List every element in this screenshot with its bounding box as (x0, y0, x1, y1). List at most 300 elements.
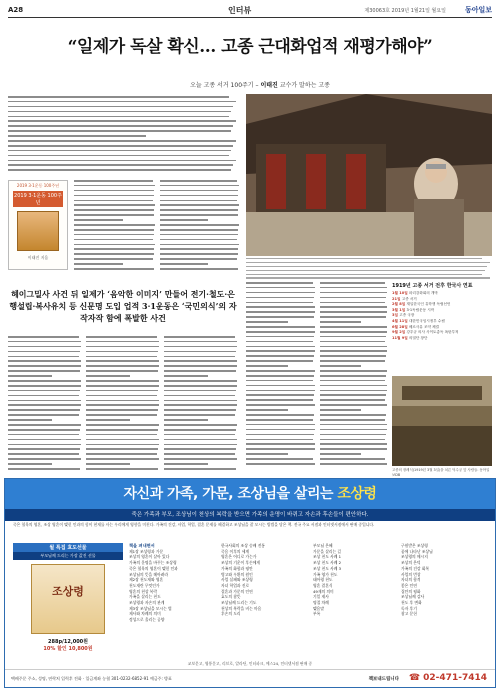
text-line (246, 463, 315, 465)
timeline-sidebar (392, 282, 492, 341)
ad-contents-list-2 (221, 543, 309, 617)
ad-contents-item: 후손의 도리 (221, 611, 241, 617)
ad-headline-main: 자신과 가족, 가문, 조상님을 살리는 (123, 486, 338, 502)
timeline-event: 강우규 의사 사이토총독 폭탄투척 (406, 330, 459, 335)
article-subhead: 헤이그밀사 사건 뒤 일제가 ‘음악한 이미지’ 만들어 전기·철도·은행설립·복사유치 등 신문명 도입 업적 3·1운동은 ‘국민의식’의 자작자작 함에 폭발한 사건 (9, 289, 237, 323)
ad-book-cover (31, 564, 105, 634)
ad-body: 죽은 혈육의 영혼, 조상 영혼이 맺힌 인과의 힘이 현재를 사는 우리에게 영향을 미친다. 가족의 건강, 사업, 학업, 결혼 문제를 해결하고 조상님을 잘 모시는 방법을 담은 책. 전국 주요 서점과 인터넷서점에서 판매 중입니다. (13, 522, 375, 527)
byline-suffix: 교수가 말하는 고종 (279, 82, 330, 89)
text-line (8, 424, 81, 426)
ad-contents-item: 49재의 의미 (313, 588, 334, 594)
text-line (320, 336, 386, 338)
text-line (160, 239, 237, 241)
text-line (164, 458, 237, 460)
text-line (320, 424, 387, 426)
ad-headline (5, 479, 495, 509)
text-line (86, 336, 157, 338)
text-line (246, 266, 487, 267)
text-line (74, 185, 155, 187)
timeline-event: 재일한국인 유학생 독립선언 (406, 302, 451, 307)
text-line (320, 292, 387, 294)
text-line (8, 160, 236, 162)
text-line (8, 150, 231, 152)
text-line (86, 395, 157, 397)
text-line (246, 277, 490, 278)
article-column-3 (8, 336, 82, 473)
byline-name: 이태진 (260, 82, 278, 89)
ad-contents-items-1 (129, 549, 217, 623)
text-line (160, 268, 238, 270)
ad-contents-item: 결혼과 가문의 인연 (221, 588, 253, 594)
text-line (320, 375, 386, 377)
ad-contents-item: 제사와 차례의 의미 (129, 611, 161, 617)
timeline-event: 파리강화회의 개막 (408, 291, 438, 295)
ad-contents-item: 죽은 혈육의 영혼이 맺힌 인과 (129, 565, 178, 571)
text-line (246, 297, 314, 299)
text-line (86, 351, 158, 353)
text-line (164, 375, 208, 377)
timeline-event: 대한민국임시정부 수립 (408, 318, 445, 323)
text-line (320, 380, 385, 382)
book-caption: 이태진 지음 (27, 255, 49, 260)
text-line (246, 270, 485, 271)
text-line (246, 282, 313, 284)
text-line (246, 439, 313, 441)
ad-contents-item: 가족의 건강 회복 (401, 565, 430, 571)
text-line (74, 244, 155, 246)
text-line (86, 346, 159, 348)
text-line (246, 316, 314, 318)
text-line (8, 111, 231, 113)
text-line (246, 429, 315, 431)
text-line (164, 370, 236, 372)
text-line (164, 390, 236, 392)
text-line (74, 253, 154, 255)
text-line (164, 409, 236, 411)
text-line (246, 360, 313, 362)
text-line (320, 399, 385, 401)
text-line (8, 404, 81, 406)
ad-contents-item: 제3장 조상님을 모시는 법 (129, 605, 172, 611)
text-line (160, 263, 208, 265)
text-line (86, 365, 159, 367)
text-line (320, 385, 387, 387)
text-line (160, 195, 238, 197)
photo-caption (246, 258, 492, 281)
text-line (246, 390, 315, 392)
article-column-6 (246, 282, 316, 468)
ad-contents-item: 제2장 천도재와 영혼 (129, 577, 164, 583)
text-line (86, 429, 158, 431)
text-line (246, 414, 314, 416)
text-line (160, 185, 239, 187)
text-line (164, 448, 236, 450)
text-line (74, 214, 154, 216)
text-line (160, 209, 238, 211)
text-line (246, 292, 315, 294)
text-line (164, 463, 208, 465)
ad-contents-heading: 책을 펴내면서 (129, 543, 155, 548)
text-line (164, 424, 237, 426)
text-line (164, 341, 237, 343)
text-line (320, 365, 361, 367)
text-line (164, 385, 237, 387)
text-line (86, 370, 158, 372)
timeline-date: 11월 9일 (392, 335, 409, 340)
timeline-date: 2월 8일 (392, 302, 407, 307)
ad-contents-item: 조상령의 메시지 (401, 554, 428, 560)
ad-contents-item: 조상의 은덕 (401, 560, 421, 566)
text-line (86, 424, 159, 426)
ad-contents-item: 자녀 학업과 진로 (221, 582, 250, 588)
text-line (160, 219, 208, 221)
ad-subline: 죽은 가족과 부모, 조상님이 천상의 복락을 받으면 가족의 운명이 바뀌고 자손과 후손들이 편안하다. (5, 509, 495, 521)
ad-contents-item: 맺음말 (313, 605, 325, 611)
text-line (160, 229, 238, 231)
byline-prefix: 오늘 고종 서거 100주기 – (190, 82, 259, 89)
text-line (74, 258, 153, 260)
text-line (74, 204, 155, 206)
text-line (246, 311, 315, 313)
text-line (8, 351, 80, 353)
newspaper-brand: 동아일보 (464, 6, 492, 14)
text-line (320, 439, 385, 441)
book-tag-secondary: 2019 3·1운동 100주년 (14, 193, 62, 206)
text-line (86, 356, 157, 358)
text-line (8, 390, 80, 392)
text-line (8, 101, 236, 103)
text-line (86, 380, 159, 382)
text-line (74, 229, 154, 231)
text-line (320, 419, 385, 421)
text-line (8, 169, 231, 171)
ad-book-label: 월 특집 효도선물 (13, 543, 123, 552)
ad-contents-item: 병고와 우환의 원인 (221, 571, 253, 577)
ad-book-discount: 10% 할인 10,800원 (43, 646, 93, 652)
ad-contents-item: 효도의 참뜻 (221, 594, 241, 600)
ad-contents-item: 조상의 영혼이 살아 있다 (129, 554, 170, 560)
text-line (246, 375, 314, 377)
text-line (8, 164, 233, 166)
article-column-4 (86, 336, 160, 473)
text-line (320, 355, 386, 357)
text-line (8, 400, 81, 402)
text-line (164, 434, 235, 436)
ad-contents-item: 가족을 살리는 천도 (129, 594, 161, 600)
book-cover-image (17, 211, 59, 251)
timeline-title: 1919년 고종 서거 전후 한국사 연표 (392, 283, 473, 289)
text-line (8, 96, 229, 98)
ad-contents-item: 집안의 평화 (401, 588, 421, 594)
text-line (246, 302, 313, 304)
text-line (74, 268, 154, 270)
text-line (164, 365, 237, 367)
text-line (164, 419, 208, 421)
text-line (8, 145, 233, 147)
ad-contents-item: 자녀의 합격 (401, 577, 421, 583)
text-line (74, 263, 123, 265)
ad-contents-item: 구원받은 조상령 (401, 543, 428, 548)
ad-contents-item: 태아령 천도 (313, 577, 333, 583)
text-line (246, 453, 288, 455)
text-line (246, 419, 313, 421)
timeline-event: 의열단 창단 (408, 335, 428, 340)
text-line (164, 404, 237, 406)
timeline-list (392, 291, 492, 341)
timeline-date: 4월 11일 (392, 318, 409, 323)
text-line (74, 195, 154, 197)
text-line (320, 390, 387, 392)
text-line (320, 414, 386, 416)
text-line (320, 458, 385, 460)
text-line (8, 375, 52, 377)
section-title: 인터뷰 (228, 6, 252, 15)
text-line (86, 341, 159, 343)
text-line (320, 282, 385, 284)
text-line (160, 253, 238, 255)
text-line (86, 444, 159, 446)
ad-contents-item: 부록 (313, 611, 321, 617)
text-line (8, 346, 81, 348)
ad-book-label-secondary: 부모님께 드리는 가장 값진 선물 (13, 552, 123, 560)
ad-contents-list-3 (313, 543, 397, 617)
text-line (320, 326, 387, 328)
text-line (160, 234, 238, 236)
text-line (74, 239, 153, 241)
funeral-photo-caption: 고종의 장례식(1919년 3월 3일)을 치른 덕수궁 앞 사람들. 동아일보DB (392, 468, 490, 477)
text-line (320, 350, 387, 352)
text-line (320, 316, 386, 318)
text-line (164, 439, 237, 441)
timeline-date: 3월 1일 (392, 307, 407, 312)
text-line (8, 419, 52, 421)
text-line (8, 453, 79, 455)
ad-contents-item: 독자 후기 (401, 605, 417, 611)
text-line (320, 404, 387, 406)
text-line (246, 399, 313, 401)
ad-footer (5, 669, 495, 687)
ad-contents-item: 가문을 살리는 길 (313, 548, 342, 554)
text-line (164, 400, 237, 402)
text-line (74, 248, 154, 250)
text-line (246, 306, 315, 308)
article-column-2 (160, 180, 240, 273)
text-line (8, 444, 81, 446)
text-line (74, 234, 154, 236)
text-line (246, 434, 314, 436)
text-line (320, 443, 387, 445)
text-line (8, 106, 233, 108)
issue-date: 제30063호 2019년 1월21일 월요일 (364, 8, 446, 14)
ad-contents-list-1 (129, 543, 217, 623)
article-headline: “일제가 독살 확신… 고종 근대화업적 재평가해야” (67, 37, 433, 57)
text-line (320, 360, 385, 362)
ad-contents-item: 조상님의 뜻을 헤아려라 (129, 571, 169, 577)
text-line (74, 200, 153, 202)
text-line (8, 336, 79, 338)
ad-contents-item: 조상님께 드리는 기도 (221, 600, 257, 606)
text-line (320, 341, 385, 343)
text-line (164, 356, 235, 358)
text-line (320, 346, 387, 348)
text-line (246, 424, 315, 426)
book-tag: 2019 3·1운동 100주년 (16, 183, 60, 188)
text-line (160, 190, 238, 192)
text-line (164, 395, 235, 397)
text-line (320, 297, 386, 299)
text-line (320, 453, 361, 455)
timeline-item (392, 336, 492, 342)
text-line (246, 380, 313, 382)
masthead (8, 4, 492, 18)
text-line (320, 429, 387, 431)
text-line (160, 180, 237, 182)
text-line (246, 458, 313, 460)
timeline-event: 고종 서거 (401, 296, 417, 301)
text-line (246, 287, 315, 289)
article-lead (8, 96, 238, 174)
text-line (164, 336, 235, 338)
ad-order-address: 택배주문 주소, 성명, 연락처 입력후 전화 · 입금계좌 농협 301-0232-6852-91 예금주: 방표 (11, 676, 172, 681)
ad-contents-item: 영혼의 천상 복락 (129, 588, 158, 594)
ad-stores: 교보문고, 영풍문고, 리브로, 알라딘, 인터파크, 예스24, 인터넷서점 판매 중 (187, 661, 313, 666)
text-line (8, 458, 81, 460)
timeline-date: 21일 (392, 296, 402, 301)
text-line (8, 365, 81, 367)
text-line (164, 429, 236, 431)
text-line (320, 321, 361, 323)
ad-book-price: 288p/12,000원 (48, 639, 88, 645)
ad-phone-number[interactable]: ☎ 02-471-7414 (408, 673, 487, 683)
text-line (246, 274, 482, 275)
text-line (246, 336, 314, 338)
text-line (8, 120, 236, 122)
ad-contents-item: 부모님 은혜 (313, 543, 333, 548)
text-line (160, 244, 239, 246)
main-photo (246, 94, 492, 256)
text-line (246, 326, 315, 328)
ad-contents-item: 천도 후 변화 (401, 600, 422, 606)
text-line (320, 306, 387, 308)
text-line (246, 350, 315, 352)
text-line (8, 395, 79, 397)
timeline-event: 3·1독립운동 시작 (406, 307, 435, 312)
ad-contents-item: 사업 실패와 조상령 (221, 577, 253, 583)
timeline-date: 9월 2일 (392, 330, 407, 335)
page-number: A28 (8, 6, 24, 14)
text-line (8, 434, 79, 436)
ad-book-title: 조상령 (52, 585, 84, 598)
text-line (8, 385, 81, 387)
text-line (160, 248, 238, 250)
text-line (164, 444, 237, 446)
text-line (86, 439, 159, 441)
timeline-date: 6월 28일 (392, 324, 409, 329)
ad-contents-item: 기일 제사 (313, 594, 329, 600)
text-line (160, 200, 237, 202)
text-line (246, 394, 314, 396)
text-line (160, 224, 239, 226)
ad-contents-item: 가족의 운명을 바꾸는 조상령 (129, 560, 177, 566)
timeline-event: 베르사유 조약 체결 (408, 324, 440, 329)
article-column-5 (164, 336, 238, 473)
text-line (86, 458, 159, 460)
text-line (8, 125, 233, 127)
ad-contents-item: 명절 차례 (313, 600, 329, 606)
ad-contents-item: 조상님께 감사 (401, 594, 425, 600)
text-line (74, 180, 153, 182)
ad-contents-item: 사업의 번창 (401, 571, 421, 577)
text-line (8, 140, 236, 142)
text-line (8, 341, 81, 343)
text-line (246, 331, 315, 333)
text-line (74, 224, 155, 226)
text-line (8, 463, 52, 465)
text-line (86, 409, 158, 411)
text-line (164, 380, 237, 382)
ad-headline-brand: 조상령 (337, 486, 377, 502)
text-line (86, 453, 157, 455)
text-line (8, 360, 81, 362)
text-line (246, 409, 288, 411)
advertisement (4, 478, 496, 688)
text-line (320, 434, 386, 436)
text-line (86, 360, 159, 362)
text-line (8, 380, 81, 382)
text-line (86, 448, 158, 450)
text-line (8, 116, 229, 118)
ad-contents-item: 영혼은 어디로 가는가 (221, 554, 257, 560)
text-line (246, 443, 315, 445)
text-line (164, 414, 235, 416)
text-line (8, 135, 146, 137)
text-line (86, 375, 130, 377)
text-line (320, 287, 387, 289)
text-line (320, 448, 387, 450)
ad-contents-item: 가족 영가 천도 (313, 571, 338, 577)
text-line (320, 302, 385, 304)
text-line (164, 360, 237, 362)
ad-contents-item: 영혼 결혼식 (313, 582, 333, 588)
article-column-1 (74, 180, 156, 273)
ad-contents-item: 정성으로 올리는 공양 (129, 617, 165, 623)
text-line (86, 434, 157, 436)
text-line (74, 219, 123, 221)
text-line (246, 404, 315, 406)
text-line (86, 385, 159, 387)
ad-contents-item: 천상의 복락을 비는 마음 (221, 605, 262, 611)
ad-contents-item: 꿈에 나타난 조상님 (401, 548, 433, 554)
text-line (86, 400, 159, 402)
text-line (246, 321, 288, 323)
ad-contents-item: 조상 천도 사례 1 (313, 554, 342, 560)
text-line (320, 331, 387, 333)
text-line (74, 209, 154, 211)
text-line (74, 190, 154, 192)
ad-contents-item: 좋은 인연 (401, 582, 417, 588)
ad-contents-item: 천도재란 무엇인가 (129, 582, 160, 588)
text-line (320, 311, 387, 313)
ad-contents-item: 가족의 화합과 평안 (221, 565, 253, 571)
timeline-event: 고종 국장 (399, 313, 415, 318)
text-line (164, 346, 237, 348)
ad-contents-item: 참고 문헌 (401, 611, 417, 617)
text-line (246, 355, 314, 357)
ad-order-label: 책보내드립니다 (368, 677, 399, 682)
ad-contents-item: 한국사회의 조상 숭배 전통 (221, 543, 265, 548)
text-line (246, 365, 288, 367)
text-line (86, 463, 130, 465)
